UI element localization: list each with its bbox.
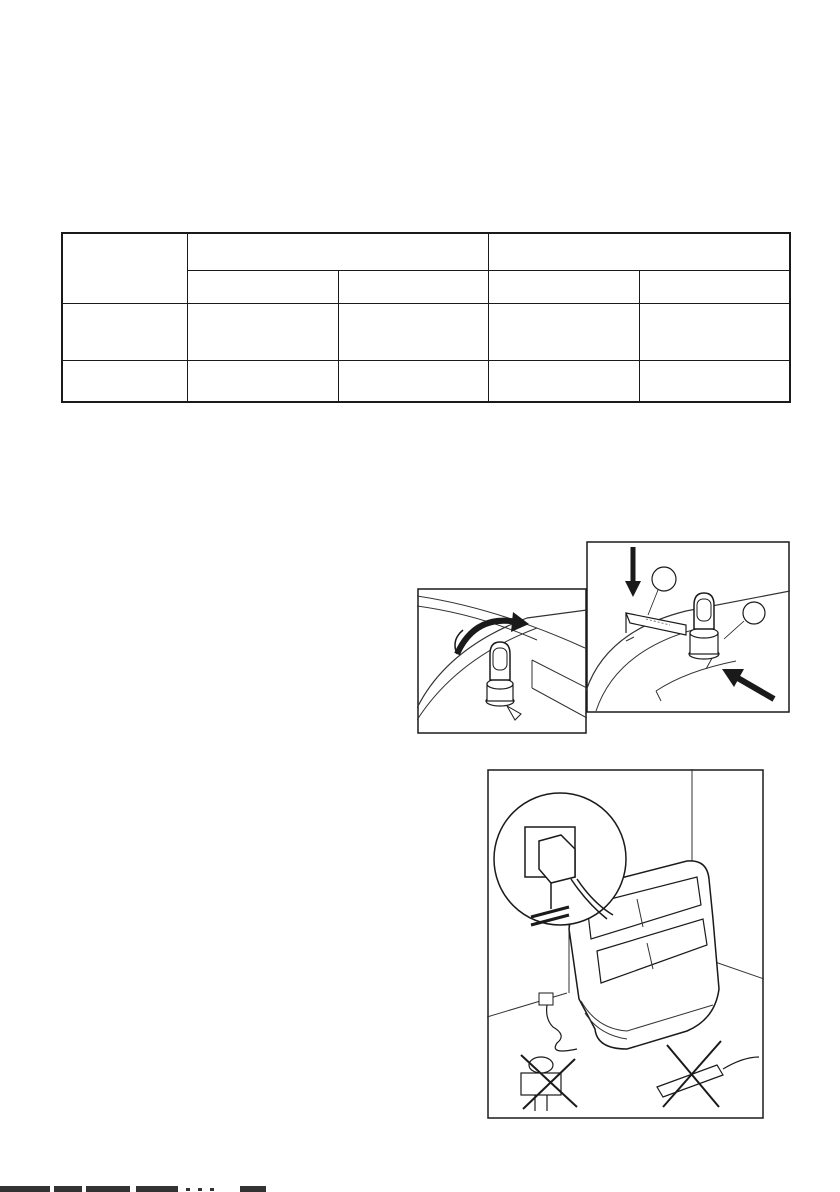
spec-table: [61, 232, 791, 403]
key-turn-icon: [417, 588, 587, 734]
table-cell: [489, 233, 790, 270]
freezer-plug-icon: [487, 769, 764, 1119]
callout-circle-1: [652, 567, 676, 591]
table-header-row: [62, 233, 790, 270]
power-connection-figure: [487, 769, 764, 1119]
table-row: [62, 360, 790, 402]
table-cell: [489, 360, 640, 402]
table-row: [62, 304, 790, 361]
table-cell: [639, 304, 790, 361]
table-cell: [62, 360, 188, 402]
table-cell: [639, 360, 790, 402]
table-cell: [639, 270, 790, 303]
table-cell: [489, 304, 640, 361]
table-cell: [188, 270, 339, 303]
footer-strip: [0, 1186, 270, 1192]
table-cell: [338, 304, 489, 361]
table-cell: [62, 233, 188, 304]
callout-circle-2: [743, 602, 765, 624]
lock-insert-figure: [586, 541, 790, 713]
table-cell: [62, 304, 188, 361]
lock-turn-figure: [417, 588, 587, 734]
key-insert-icon: [586, 541, 790, 713]
table-cell: [188, 233, 489, 270]
table-cell: [338, 270, 489, 303]
table-cell: [188, 304, 339, 361]
table-cell: [338, 360, 489, 402]
table-cell: [188, 360, 339, 402]
table-cell: [489, 270, 640, 303]
